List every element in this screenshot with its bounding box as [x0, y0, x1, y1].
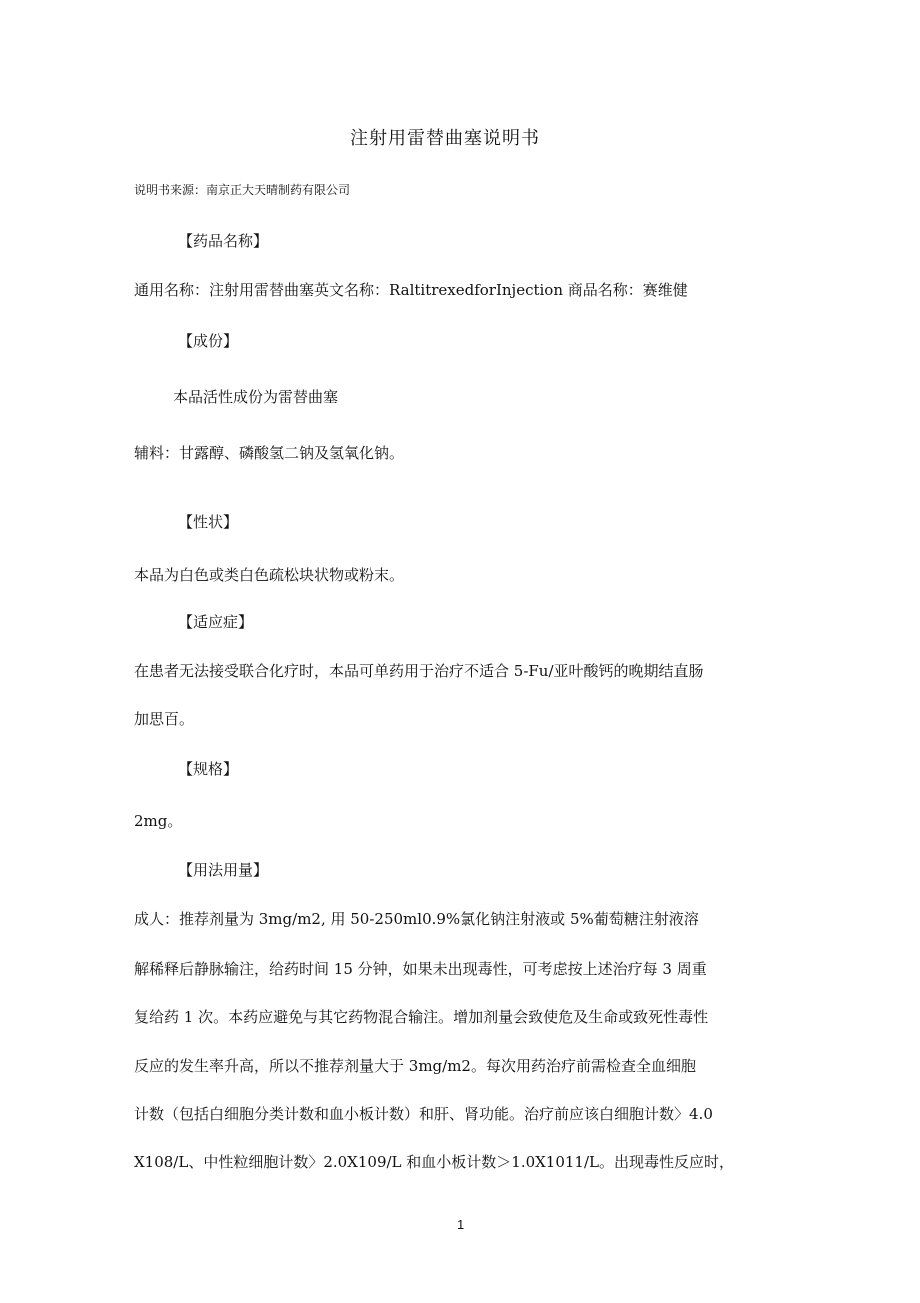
dosage-line-4: 反应的发生率升高，所以不推荐剂量大于 3mg/m2。每次用药治疗前需检查全血细胞: [134, 1057, 696, 1075]
heading-indications: 【适应症】: [178, 613, 254, 631]
indications-line-1: 在患者无法接受联合化疗时，本品可单药用于治疗不适合 5-Fu/亚叶酸钙的晚期结直肠: [134, 662, 704, 680]
specification-text: 2mg。: [134, 812, 183, 830]
dosage-line-5: 计数（包括白细胞分类计数和血小板计数）和肝、肾功能。治疗前应该白细胞计数〉4.0: [134, 1105, 713, 1123]
heading-drug-name: 【药品名称】: [178, 232, 269, 250]
heading-composition: 【成份】: [178, 332, 239, 350]
composition-active: 本品活性成份为雷替曲塞: [173, 388, 339, 406]
document-title: 注射用雷替曲塞说明书: [350, 128, 540, 149]
dosage-line-3: 复给药 1 次。本药应避免与其它药物混合输注。增加剂量会致使危及生命或致死性毒性: [134, 1008, 709, 1026]
heading-dosage: 【用法用量】: [178, 861, 269, 879]
indications-line-2: 加思百。: [134, 710, 195, 728]
appearance-text: 本品为白色或类白色疏松块状物或粉末。: [134, 566, 405, 584]
page-number: 1: [457, 1217, 465, 1232]
dosage-line-1: 成人：推荐剂量为 3mg/m2, 用 50-250ml0.9%氯化钠注射液或 5%葡萄糖注射液溶: [134, 910, 699, 928]
dosage-line-2: 解稀释后静脉输注，给药时间 15 分钟，如果未出现毒性，可考虑按上述治疗每 3 周重: [134, 960, 707, 978]
source-line: 说明书来源：南京正大天晴制药有限公司: [134, 183, 351, 197]
drug-name-text: 通用名称：注射用雷替曲塞英文名称：RaltitrexedforInjection 商品名称：赛维健: [134, 281, 688, 299]
heading-specification: 【规格】: [178, 760, 239, 778]
dosage-line-6: X108/L、中性粒细胞计数〉2.0X109/L 和血小板计数＞1.0X1011/L。出现毒性反应时，: [134, 1153, 734, 1171]
heading-appearance: 【性状】: [178, 513, 239, 531]
composition-excipients: 辅料：甘露醇、磷酸氢二钠及氢氧化钠。: [134, 444, 405, 462]
